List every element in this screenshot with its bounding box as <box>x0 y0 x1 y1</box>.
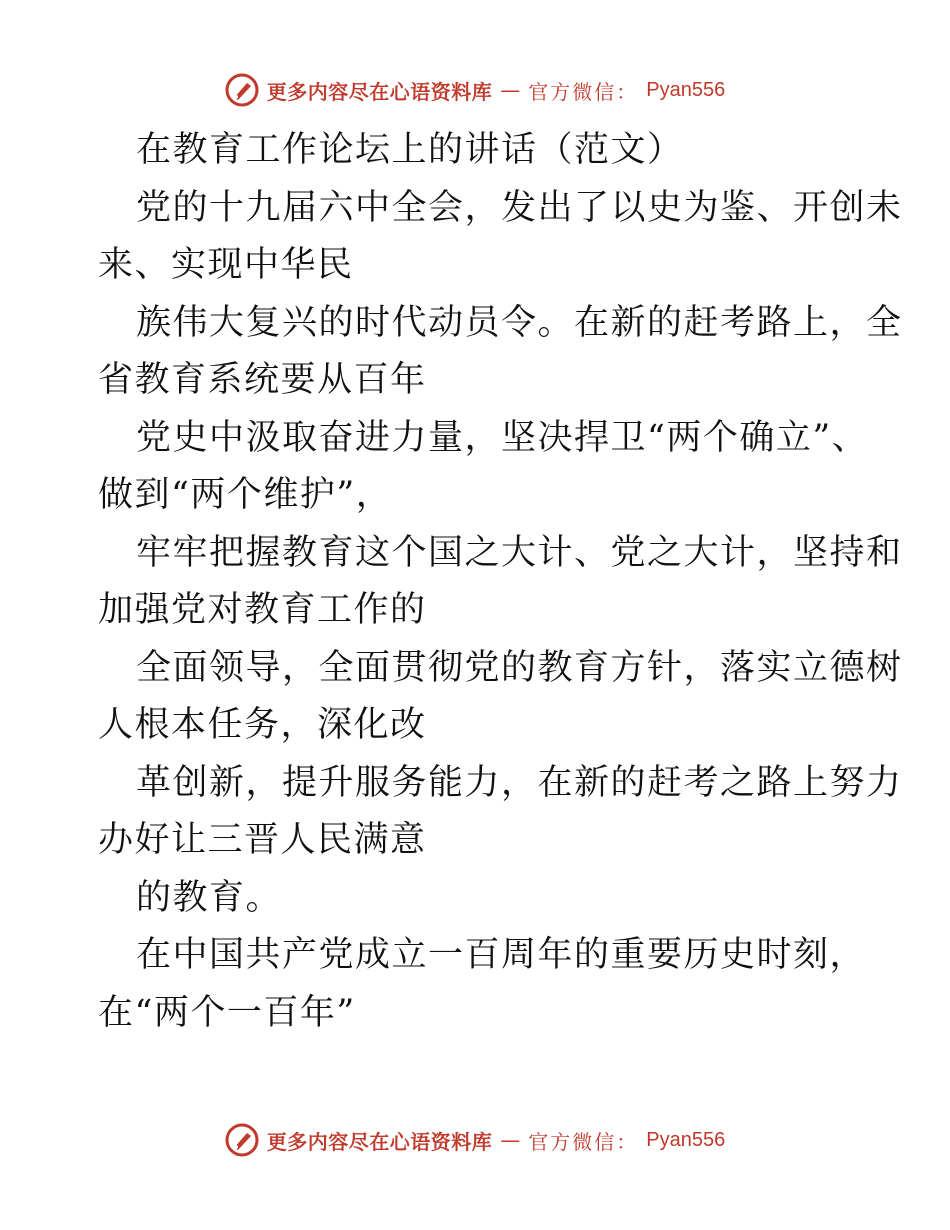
pen-logo-icon <box>225 73 259 107</box>
paragraph-line: 党的十九届六中全会，发出了以史为鉴、开创未 <box>136 187 903 228</box>
paragraph-line: 党史中汲取奋进力量，坚决捍卫“两个确立”、 <box>136 417 869 458</box>
paragraph-line: 在中国共产党成立一百周年的重要历史时刻， <box>136 935 867 975</box>
paragraph-line: 人根本任务，深化改 <box>98 705 427 745</box>
wechat-id: Pyan556 <box>646 78 726 101</box>
paragraph-line: 在“两个一百年” <box>98 992 356 1033</box>
separator: — <box>500 78 521 102</box>
paragraph-line: 全面领导，全面贯彻党的教育方针，落实立德树 <box>136 647 903 688</box>
paragraph-line: 的教育。 <box>136 877 283 918</box>
paragraph-line: 来、实现中华民 <box>98 245 354 285</box>
paragraph-line: 加强党对教育工作的 <box>98 590 427 630</box>
paragraph-line: 革创新，提升服务能力，在新的赶考之路上努力 <box>136 762 903 803</box>
site-name: 更多内容尽在心语资料库 <box>266 1129 493 1154</box>
separator: — <box>500 1128 521 1152</box>
paragraph-line: 族伟大复兴的时代动员令。在新的赶考路上，全 <box>136 302 903 343</box>
wechat-label: 官方微信： <box>528 1129 639 1154</box>
paragraph-line: 省教育系统要从百年 <box>98 360 427 400</box>
paragraph-line: 做到“两个维护”， <box>98 475 393 515</box>
pen-logo-icon <box>225 1123 259 1157</box>
wechat-label: 官方微信： <box>528 79 639 104</box>
footer-banner <box>0 1122 950 1158</box>
document-title: 在教育工作论坛上的讲话（范文） <box>136 130 684 170</box>
paragraph-line: 牢牢把握教育这个国之大计、党之大计，坚持和 <box>136 532 903 573</box>
wechat-id: Pyan556 <box>646 1128 726 1151</box>
header-banner <box>0 72 950 108</box>
document-body <box>98 122 903 1042</box>
site-name: 更多内容尽在心语资料库 <box>266 79 493 104</box>
paragraph-line: 办好让三晋人民满意 <box>98 820 427 860</box>
